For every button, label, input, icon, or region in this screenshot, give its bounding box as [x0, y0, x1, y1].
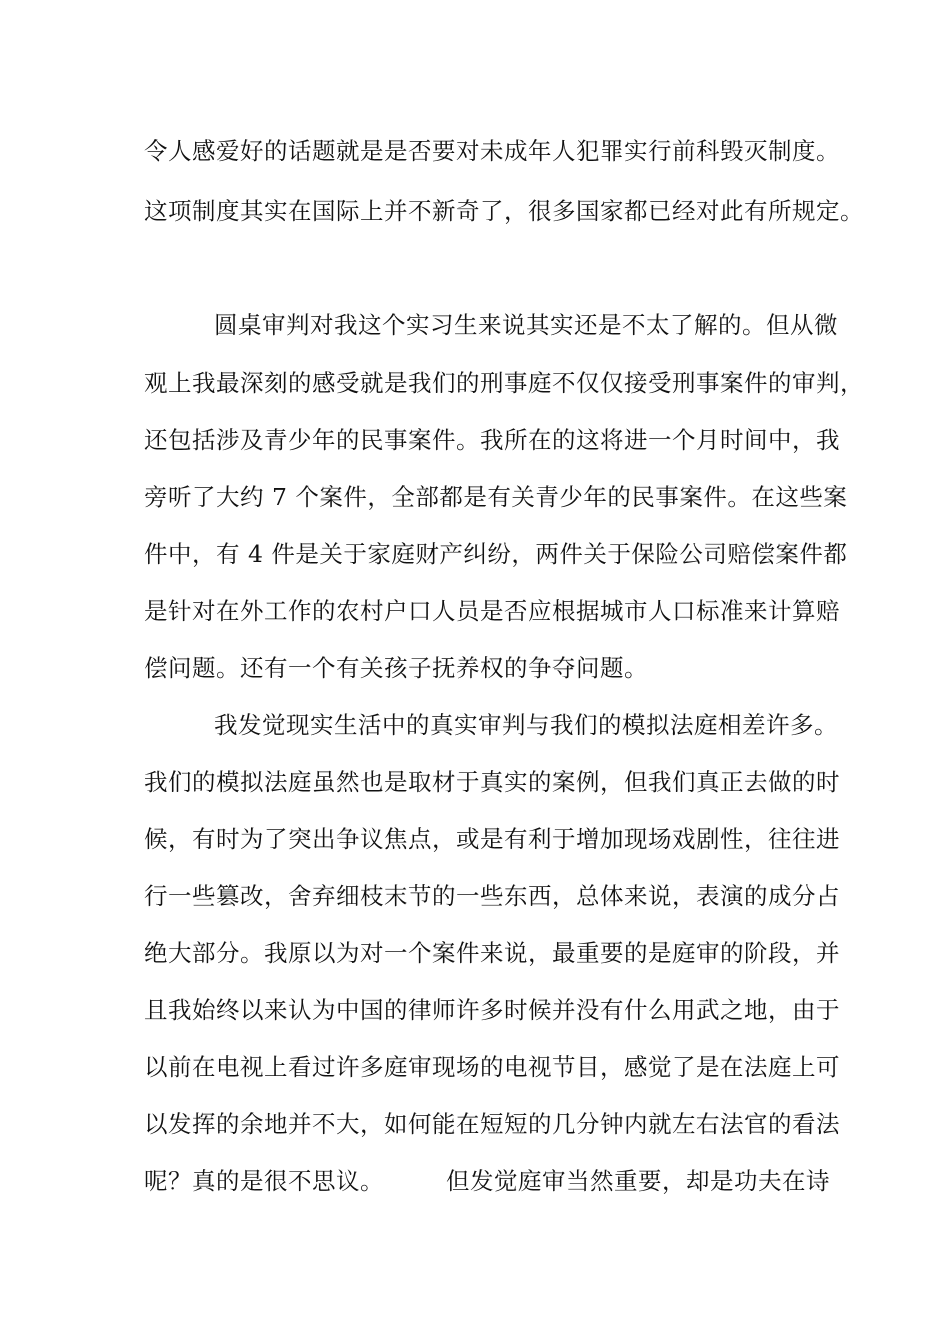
text-line: 且我始终以来认为中国的律师许多时候并没有什么用武之地，由于 — [144, 996, 840, 1024]
text-line: 行一些篡改，舍弃细枝末节的一些东西，总体来说，表演的成分占 — [144, 882, 840, 910]
text-line: 旁听了大约 7 个案件，全部都是有关青少年的民事案件。在这些案 — [144, 483, 848, 511]
text-line: 是针对在外工作的农村户口人员是否应根据城市人口标准来计算赔 — [144, 597, 840, 625]
paragraph-start-line: 圆桌审判对我这个实习生来说其实还是不太了解的。但从微 — [214, 311, 838, 339]
paragraph-start-line: 我发觉现实生活中的真实审判与我们的模拟法庭相差许多。 — [214, 711, 838, 739]
text-segment: 呢？真的是很不思议。 — [144, 1167, 384, 1195]
text-segment: 但发觉庭审当然重要，却是功夫在诗 — [446, 1167, 830, 1195]
text-line: 观上我最深刻的感受就是我们的刑事庭不仅仅接受刑事案件的审判， — [144, 369, 864, 397]
text-line: 这项制度其实在国际上并不新奇了，很多国家都已经对此有所规定。 — [144, 197, 864, 225]
text-line: 以前在电视上看过许多庭审现场的电视节目，感觉了是在法庭上可 — [144, 1053, 840, 1081]
text-line-split — [144, 1166, 830, 1196]
text-line: 件中，有 4 件是关于家庭财产纠纷，两件关于保险公司赔偿案件都 — [144, 540, 848, 568]
text-line: 令人感爱好的话题就是是否要对未成年人犯罪实行前科毁灭制度。 — [144, 137, 840, 165]
text-line: 候，有时为了突出争议焦点，或是有利于增加现场戏剧性，往往进 — [144, 825, 840, 853]
text-line: 偿问题。还有一个有关孩子抚养权的争夺问题。 — [144, 654, 648, 682]
text-line: 绝大部分。我原以为对一个案件来说，最重要的是庭审的阶段，并 — [144, 939, 840, 967]
text-line: 还包括涉及青少年的民事案件。我所在的这将进一个月时间中，我 — [144, 426, 840, 454]
text-line: 我们的模拟法庭虽然也是取材于真实的案例，但我们真正去做的时 — [144, 768, 840, 796]
text-line: 以发挥的余地并不大，如何能在短短的几分钟内就左右法官的看法 — [144, 1110, 840, 1138]
